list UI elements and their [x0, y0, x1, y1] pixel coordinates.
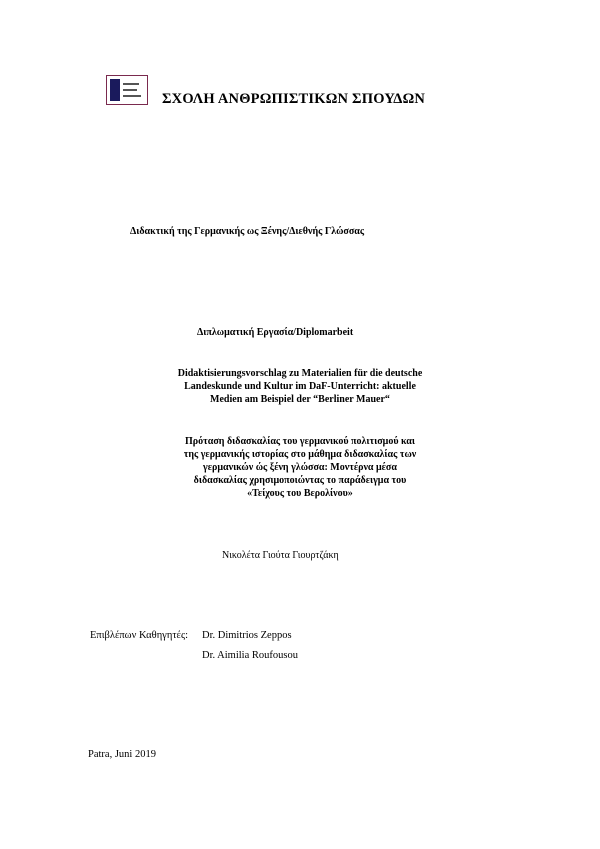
title-greek — [130, 435, 470, 500]
author-name: Νικολέτα Γιούτα Γιουρτζάκη — [222, 550, 339, 561]
school-name: ΣΧΟΛΗ ΑΝΘΡΩΠΙΣΤΙΚΩΝ ΣΠΟΥΔΩΝ — [162, 91, 426, 107]
supervisor-second: Dr. Aimilia Roufousou — [202, 650, 298, 661]
place-date: Patra, Juni 2019 — [88, 749, 156, 760]
thesis-type: Διπλωματική Εργασία/Diplomarbeit — [197, 327, 354, 338]
title-greek-line: διδασκαλίας χρησιμοποιώντας το παράδειγμα του — [193, 475, 407, 486]
title-greek-line: γερμανικών ώς ξένη γλώσσα: Μοντέρνα μέσα — [203, 462, 397, 473]
supervisor-first: Dr. Dimitrios Zeppos — [202, 630, 292, 641]
title-german-line: Didaktisierungsvorschlag zu Materialien für die deutsche — [177, 368, 423, 379]
title-german-line: Medien am Beispiel der “Berliner Mauer“ — [210, 394, 390, 405]
title-german-line: Landeskunde und Kultur im DaF-Unterricht: aktuelle — [184, 381, 416, 392]
title-german — [130, 367, 470, 406]
program-name: Διδακτική της Γερμανικής ως Ξένης/Διεθνής Γλώσσας — [130, 226, 365, 237]
title-greek-line: της γερμανικής ιστορίας στο μάθημα διδασκαλίας των — [183, 449, 417, 460]
title-greek-line: «Τείχους του Βερολίνου» — [247, 488, 353, 499]
title-greek-line: Πρόταση διδασκαλίας του γερμανικού πολιτισμού και — [185, 436, 415, 447]
supervisors-label: Επιβλέπων Καθηγητές: — [90, 630, 189, 641]
university-logo-icon — [106, 75, 148, 105]
